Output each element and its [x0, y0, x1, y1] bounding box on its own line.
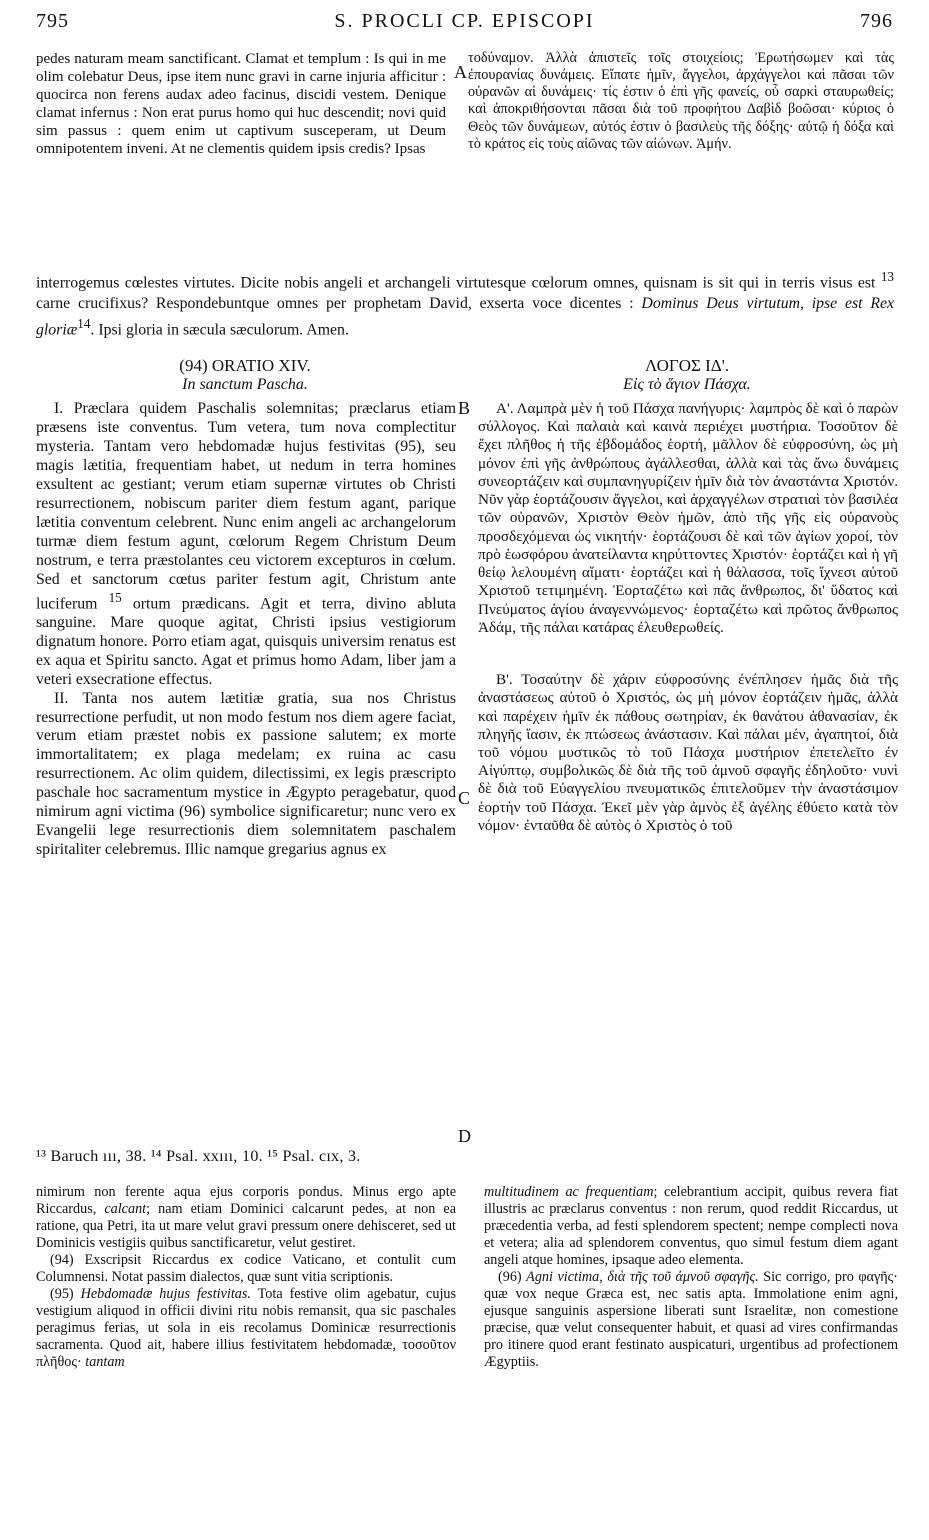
greek-paragraph-1: Α'. Λαμπρὰ μὲν ἡ τοῦ Πάσχα πανήγυρις· λαμπρὸς δὲ καὶ ὁ παρὼν σύλλογος. Καὶ παλαιὰ καὶ καινὰ περιέχει μυστήρια. Τοσοῦτον δὲ ἔχει πλῆθος ἡ τῆς ἑβδομάδος ἑορτή, μᾶλλον δὲ εὐφροσύνη, ὡς μὴ μόνον ἐπὶ γῆς ἀνθρώπους ἀγάλλεσθαι, ἀλλὰ καὶ τὰς ἄνω δυνάμεις συνεορτάζειν καὶ συμπανηγυρίζειν ἡμῖν διὰ τὸν ἀναστάντα Χριστόν. Νῦν γὰρ ἑορτάζουσιν ἄγγελοι, καὶ ἀρχαγγέλων στρατιαὶ τὸν βασιλέα τῶν οὐρανῶν, Χριστὸν Θεὸν ἡμῶν, ἀπὸ τῆς γῆς εἰς οὐρανοὺς προσδεχόμεναι ὡς νικητήν· ἑορτάζουσι δὲ καὶ τῶν ἁγίων χοροί, τὸν πρὸ ἑωσφόρου ἀνατείλαντα κηρύττοντες Χριστόν· ἑορτάζει καὶ ἡ γῆ θείῳ λελουμένη αἵματι· ἑορτάζει καὶ ἡ θάλασσα, τοῖς ἴχνεσι αὐτοῦ Χριστοῦ τετιμημένη. Ἑορταζέτω καὶ πᾶς ἄνθρωπος, δι' ὕδατος καὶ Πνεύματος ἁγίου ἀναγεννώμενος· ἑορταζέτω καὶ πρῶτος ἄνθρωπος Ἀδάμ, τῆς πάλαι κατάρας ἐλευθερωθείς.: [478, 400, 898, 636]
note-text: ; celebrantium accipit, quibus revera fiat illustris ac præclarus conventus : non rerum, quod reddit Riccardus, ut præcedentia verba, ad festi splendorem spectent; nempe complecti nova et vetera; alia ad splendorem conventus, quo simul festum diem agant angeli atque homines, ipsaque adeo elementa.: [484, 1184, 898, 1269]
note-italic: tantam: [85, 1354, 125, 1371]
scripture-quote: Dominus Deus virtutum, ipse est Rex gloriæ: [36, 295, 894, 338]
note-number: (95): [50, 1286, 81, 1303]
note-italic: calcant: [104, 1201, 147, 1218]
note-lemma: Hebdomadæ hujus festivitas.: [80, 1286, 251, 1303]
paragraph-gap: [478, 637, 898, 671]
note-94: (94) Exscripsit Riccardus ex codice Vaticano, et contulit cum Columnensi. Notat passim dialectos, quæ sunt vitia scriptionis.: [36, 1252, 456, 1286]
footnote-ref-14: 14: [77, 315, 91, 331]
footnote-ref-13: 13: [880, 269, 894, 284]
latin-oration-subtitle: In sanctum Pascha.: [182, 376, 308, 393]
note-number: (96): [498, 1269, 527, 1286]
note-italic: multitudinem ac frequentiam: [484, 1184, 654, 1200]
note-96: [484, 1269, 898, 1371]
note-text: nimirum non ferente aqua ejus corporis pondus. Minus ergo apte Riccardus,: [36, 1184, 456, 1218]
note-text: Tota festive olim agebatur, cujus vestigium aliquod in officii divini ritu nobis remansit, qua sic paschales peragimus ferias, ut sola in eis recolamus Dominicæ resurrectionis sacramenta. Quod ait, habere illius festivitatem hebdomadæ, τοσοῦτον πλῆθος·: [36, 1286, 456, 1371]
margin-mark-a: A: [454, 62, 467, 82]
margin-mark-d: D: [458, 1126, 471, 1146]
note-text: Sic corrigo, pro φαγῆς· quæ vox neque Græca est, nec satis apta. Immolatione enim agni, ejusque sanguinis aspersione liberati sunt Israelitæ, non comestione præcise, quæ velut consequenter habuit, et quasi ad vires confirmandas pro itinere quod erant festinato auspicaturi, urgentibus ad profectionem Ægyptiis.: [484, 1269, 898, 1371]
full-width-paragraph: [36, 268, 894, 358]
latin-oration-title: (94) ORATIO XIV.: [179, 356, 311, 375]
full-text-part3: . Ipsi gloria in sæcula sæculorum. Amen.: [90, 320, 349, 338]
greek-body-column: [478, 400, 898, 1140]
note-95: [36, 1286, 456, 1371]
latin-body-column: [36, 400, 456, 1140]
greek-oration-title: ΛΟΓΟΣ ΙΔ'.: [644, 356, 730, 375]
margin-mark-b: B: [458, 398, 471, 418]
greek-column-top: [468, 50, 894, 268]
latin-para1-text-b: ortum prædicans. Agit et terra, divino abluta sanguine. Mare quoque agitat, Christi ipsius vestigiorum dignatum honore. Porro etiam agat, quisquis universim renatus est ex aqua et Spiritu sancto. Agat et primus homo Adam, liber jam a veteri exsecratione effectus.: [36, 594, 456, 688]
scripture-references: ¹³ Baruch ııı, 38. ¹⁴ Psal. xxııı, 10. ¹⁵ Psal. cıx, 3.: [36, 1148, 361, 1165]
footnote-ref-15: 15: [108, 589, 122, 605]
note-continuation: [36, 1184, 456, 1252]
latin-top-text: pedes naturam meam sanctificant. Clamat et templum : Is qui in me olim colebatur Deus, ipse item nunc gravi in carne injuria afficitur : quocirca non ferens audax adeo facinus, discidi vestem. Denique clamat infernus : Non erat purus homo qui huc descendit; novi quid sim passus : quem enim ut captivum susceperam, ut Deum omnipotentem inveni. At ne clementis quidem ipsis credis? Ipsas: [36, 51, 446, 157]
notes-left-column: [36, 1184, 456, 1484]
note-95-continuation: [484, 1184, 898, 1269]
note-text: ; nam etiam Dominici calcarunt pedes, at non ea ratione, qua Petri, ita ut mare velut gravi pressum onere dehisceret, sed ut Dominicis vestigiis quibus sanctificaretur, velut gestiret.: [36, 1201, 457, 1252]
running-header: [36, 6, 893, 42]
latin-paragraph-1: [36, 400, 456, 690]
full-text-part2: carne crucifixus? Respondebuntque omnes per prophetam David, exserta voce dicentes :: [36, 295, 642, 313]
latin-column-top: [36, 50, 446, 268]
running-title: S. PROCLI CP. EPISCOPI: [334, 10, 595, 32]
latin-oration-heading: [36, 356, 454, 396]
margin-mark-c: C: [458, 788, 471, 808]
full-text-part1: interrogemus cœlestes virtutes. Dicite nobis angeli et archangeli virtutesque cœlorum omnes, quisnam is sit qui in terris visus est: [36, 274, 881, 292]
greek-oration-heading: [478, 356, 896, 396]
greek-oration-subtitle: Εἰς τὸ ἅγιον Πάσχα.: [623, 376, 751, 393]
latin-paragraph-2: II. Tanta nos autem lætitiæ gratia, sua nos Christus resurrectione perfudit, ut non modo festum nos diem agere faciat, verum etiam præstet nobis ex passione salutem; ex morte immortalitatem; ex plaga medelam; ex ruina ac casu resurrectionem. Ac olim quidem, dilectissimi, ex legis præscripto paschale hoc sacramentum mystice in Ægypto peragebatur, quod nimirum agni victima (96) symbolice significaretur; nunc vero ex Evangelii lege resurrectionis diem solemnitatem paschalem spiritaliter celebremus. Illic namque gregarius agnus ex: [36, 689, 456, 859]
page-number-left: 795: [36, 10, 69, 32]
page-number-right: 796: [860, 10, 893, 32]
latin-para1-text-a: I. Præclara quidem Paschalis solemnitas; præclarus etiam præsens iste conventus. Tum vetera, tum nova complectitur mysteria. Tantam vero hebdomadæ hujus festivitas (95), seu magis lætitia, frequentiam habet, ut nedum in terra homines exsultent ac gestiant; verum etiam supernæ virtutes ob Christi resurrectionem, nobiscum pariter diem festum agant, parique lætitia conventum celebrent. Nunc enim angeli ac archangelorum turmæ diem festum agunt, cœlorum Regem Christum Deum nostrum, e terra præstolantes ceu victorem excepturos in cœlum. Sed et sanctorum cœtus pariter festum agit, Christum ante luciferum: [36, 400, 456, 612]
notes-right-column: [484, 1184, 898, 1484]
greek-paragraph-2: Β'. Τοσαύτην δὲ χάριν εὐφροσύνης ἐνέπλησεν ἡμᾶς διὰ τῆς ἀναστάσεως αὐτοῦ ὁ Χριστός, ὡς μὴ μόνον ἑορτάζειν ἡμᾶς, ἀλλὰ καὶ παρέχειν ἡμῖν ἐκ πάθους σωτηρίαν, ἐκ θανάτου ἀθανασίαν, ἐκ πληγῆς ἴασιν, ἐκ πτώσεως ἀνάστασιν. Καὶ πάλαι μέν, ἀγαπητοί, διὰ τοῦ νόμου μυστικῶς τὸ τοῦ Πάσχα μυστήριον ἐπετελεῖτο ἐν Αἰγύπτῳ, συμβολικῶς δὲ διὰ τῆς τοῦ ἀμνοῦ σφαγῆς ἐδηλοῦτο· νυνὶ δὲ διὰ τοῦ Εὐαγγελίου πνευματικῶς ἐπιτελοῦμεν τὴν ἀναστάσιμον ἑορτὴν τοῦ Πάσχα. Ἐκεῖ μὲν γὰρ ἀμνὸς ἐξ ἀγέλης ἐθύετο κατὰ τὸν νόμον· ἐνταῦθα δὲ αὐτὸς ὁ Χριστὸς ὁ τοῦ: [478, 671, 898, 834]
greek-top-text: τοδύναμον. Ἀλλὰ ἀπιστεῖς τοῖς στοιχείοις; Ἐρωτήσωμεν καὶ τὰς ἐπουρανίας δυνάμεις. Εἴπατε ἡμῖν, ἄγγελοι, ἀρχάγγελοι καὶ πᾶσαι τῶν οὐρανῶν αἱ δυνάμεις· τίς ἐστιν ὁ ἐπὶ γῆς φανείς, οὗ σαρκὶ σταυρωθείς; καὶ ἀποκριθήσονται πᾶσαι διὰ τοῦ προφήτου Δαβὶδ βοῶσαι· κύριος ὁ Θεὸς τῶν δυνάμεων, αὐτός ἐστιν ὁ βασιλεὺς τῆς δόξης· αὐτῷ ἡ δόξα καὶ τὸ κράτος εἰς τοὺς αἰῶνας τῶν αἰώνων. Ἀμήν.: [468, 50, 894, 152]
note-lemma: Agni victima, διὰ τῆς τοῦ ἀμνοῦ σφαγῆς.: [526, 1269, 759, 1286]
